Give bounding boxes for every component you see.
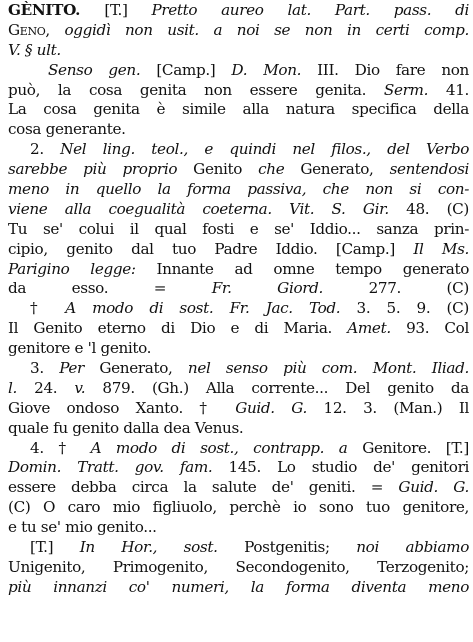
entry-text: La cosa genita è simile alla natura specifica della (8, 100, 469, 119)
headword: GÈNITO. (8, 1, 105, 19)
entry-text: Tu se' colui il qual fosti e se' Iddio... sanza prin- (8, 219, 469, 238)
entry-line (8, 200, 469, 220)
entry-line (8, 260, 469, 280)
entry-text: Parigino legge: (8, 259, 157, 278)
entry-text: 48. (C) (406, 199, 469, 218)
entry-text: 277. (C) (368, 279, 469, 298)
entry-text: [T.] (104, 1, 152, 19)
entry-text: Fr. Giord. (211, 279, 369, 298)
entry-line (8, 339, 469, 359)
entry-text: Generato, (300, 160, 390, 179)
entry-line (8, 498, 469, 518)
entry-line (8, 379, 469, 399)
entry-text: 12. 3. (Man.) Il (323, 398, 469, 417)
entry-text: In Hor., sost. (79, 538, 245, 557)
entry-text: Pretto aureo lat. Part. pass. di (151, 1, 469, 19)
entry-text: V. § ult. (8, 40, 61, 59)
entry-text: genitore e 'l genito. (8, 339, 152, 358)
entry-text: meno in quello la forma passiva, che non si con- (8, 180, 469, 199)
entry-text: nel senso più com. Mont. Iliad. (187, 359, 469, 378)
entry-text: oggidì non usit. a noi se non in certi comp. (64, 20, 469, 39)
entry-line (8, 41, 469, 61)
entry-text: più innanzi co' numeri, la forma diventa meno (8, 577, 469, 596)
entry-text: A modo di sost. Fr. Jac. Tod. (65, 299, 357, 318)
entry-text: 4. † (30, 438, 91, 457)
entry-text: può, la cosa genita non essere genita. (8, 80, 384, 99)
entry-line (8, 279, 469, 299)
entry-text: D. Mon. (231, 60, 318, 79)
entry-line (8, 180, 469, 200)
entry-text: sentendosi (389, 160, 469, 179)
entry-text: 24. (34, 378, 75, 397)
entry-text: da esso. = (8, 279, 212, 298)
entry-text: 879. (Gh.) Alla corrente... Del genito da (102, 378, 469, 397)
entry-text: 145. Lo studio de' genitori (228, 458, 469, 477)
entry-text: Domin. Tratt. gov. fam. (8, 458, 229, 477)
entry-line (8, 359, 469, 379)
entry-text: cosa generante. (8, 120, 126, 139)
entry-line (8, 100, 469, 120)
entry-line (8, 299, 469, 319)
entry-text: Postgenitis; (244, 538, 357, 557)
entry-line (8, 120, 469, 140)
entry-text: A modo di sost., contrapp. a (90, 438, 363, 457)
entry-text: essere debba circa la salute de' geniti. = (8, 478, 399, 497)
entry-text: Il Ms. (413, 239, 469, 258)
entry-line (8, 399, 469, 419)
entry-line (8, 458, 469, 478)
entry-line (8, 240, 469, 260)
entry-line (8, 538, 469, 558)
entry-line (8, 220, 469, 240)
entry-text: l. (8, 378, 35, 397)
entry-line (8, 439, 469, 459)
entry-text: 2. (30, 140, 61, 159)
entry-line (8, 319, 469, 339)
entry-text: Per (59, 359, 100, 378)
entry-line (8, 61, 469, 81)
entry-text: Genitore. [T.] (362, 438, 469, 457)
entry-text: III. Dio fare non (317, 60, 469, 79)
entry-line (8, 578, 469, 598)
entry-line (8, 419, 469, 439)
entry-text: Il Genito eterno di Dio e di Maria. (8, 319, 348, 338)
entry-text: Guid. G. (398, 478, 469, 497)
entry-line (8, 518, 469, 538)
entry-text: che (258, 160, 301, 179)
entry-text: (C) O caro mio figliuolo, perchè io sono tuo genitore, (8, 498, 469, 517)
entry-line (8, 558, 469, 578)
entry-text: sarebbe più proprio (8, 160, 194, 179)
entry-line (8, 1, 469, 21)
entry-text: 3. (30, 359, 60, 378)
entry-line (8, 160, 469, 180)
entry-text: Generato, (99, 359, 188, 378)
entry-text: Senso gen. (48, 60, 157, 79)
entry-text: Guid. G. (235, 398, 324, 417)
entry-line (8, 478, 469, 498)
entry-text: v. (74, 378, 103, 397)
entry-text: 3. 5. 9. (C) (356, 299, 469, 318)
entry-line (8, 81, 469, 101)
entry-text: 41. (445, 80, 469, 99)
entry-text: e tu se' mio genito... (8, 518, 157, 537)
entry-text: † (30, 299, 66, 318)
entry-text: noi abbiamo (356, 538, 469, 557)
entry-text: Serm. (383, 80, 446, 99)
entry-text: cipio, genito dal tuo Padre Iddio. [Camp.] (8, 239, 414, 258)
entry-text: viene alla coegualità coeterna. Vit. S. Gir. (8, 199, 407, 218)
entry-text: Amet. (347, 319, 407, 338)
entry-text: Innante ad omne tempo generato (156, 259, 469, 278)
entry-line (8, 21, 469, 41)
entry-text: 93. Col (406, 319, 469, 338)
entry-text: Genito (193, 160, 259, 179)
entry-text: Geno, (8, 20, 65, 39)
entry-text: Unigenito, Primogenito, Secondogenito, Terzogenito; (8, 557, 469, 576)
entry-text: Giove ondoso Xanto. † (8, 398, 236, 417)
entry-text: [T.] (30, 538, 80, 557)
entry-text: quale fu genito dalla dea Venus. (8, 418, 244, 437)
entry-line (8, 140, 469, 160)
entry-text: Nel ling. teol., e quindi nel filos., del Verbo (60, 140, 469, 159)
entry-text: [Camp.] (156, 60, 232, 79)
